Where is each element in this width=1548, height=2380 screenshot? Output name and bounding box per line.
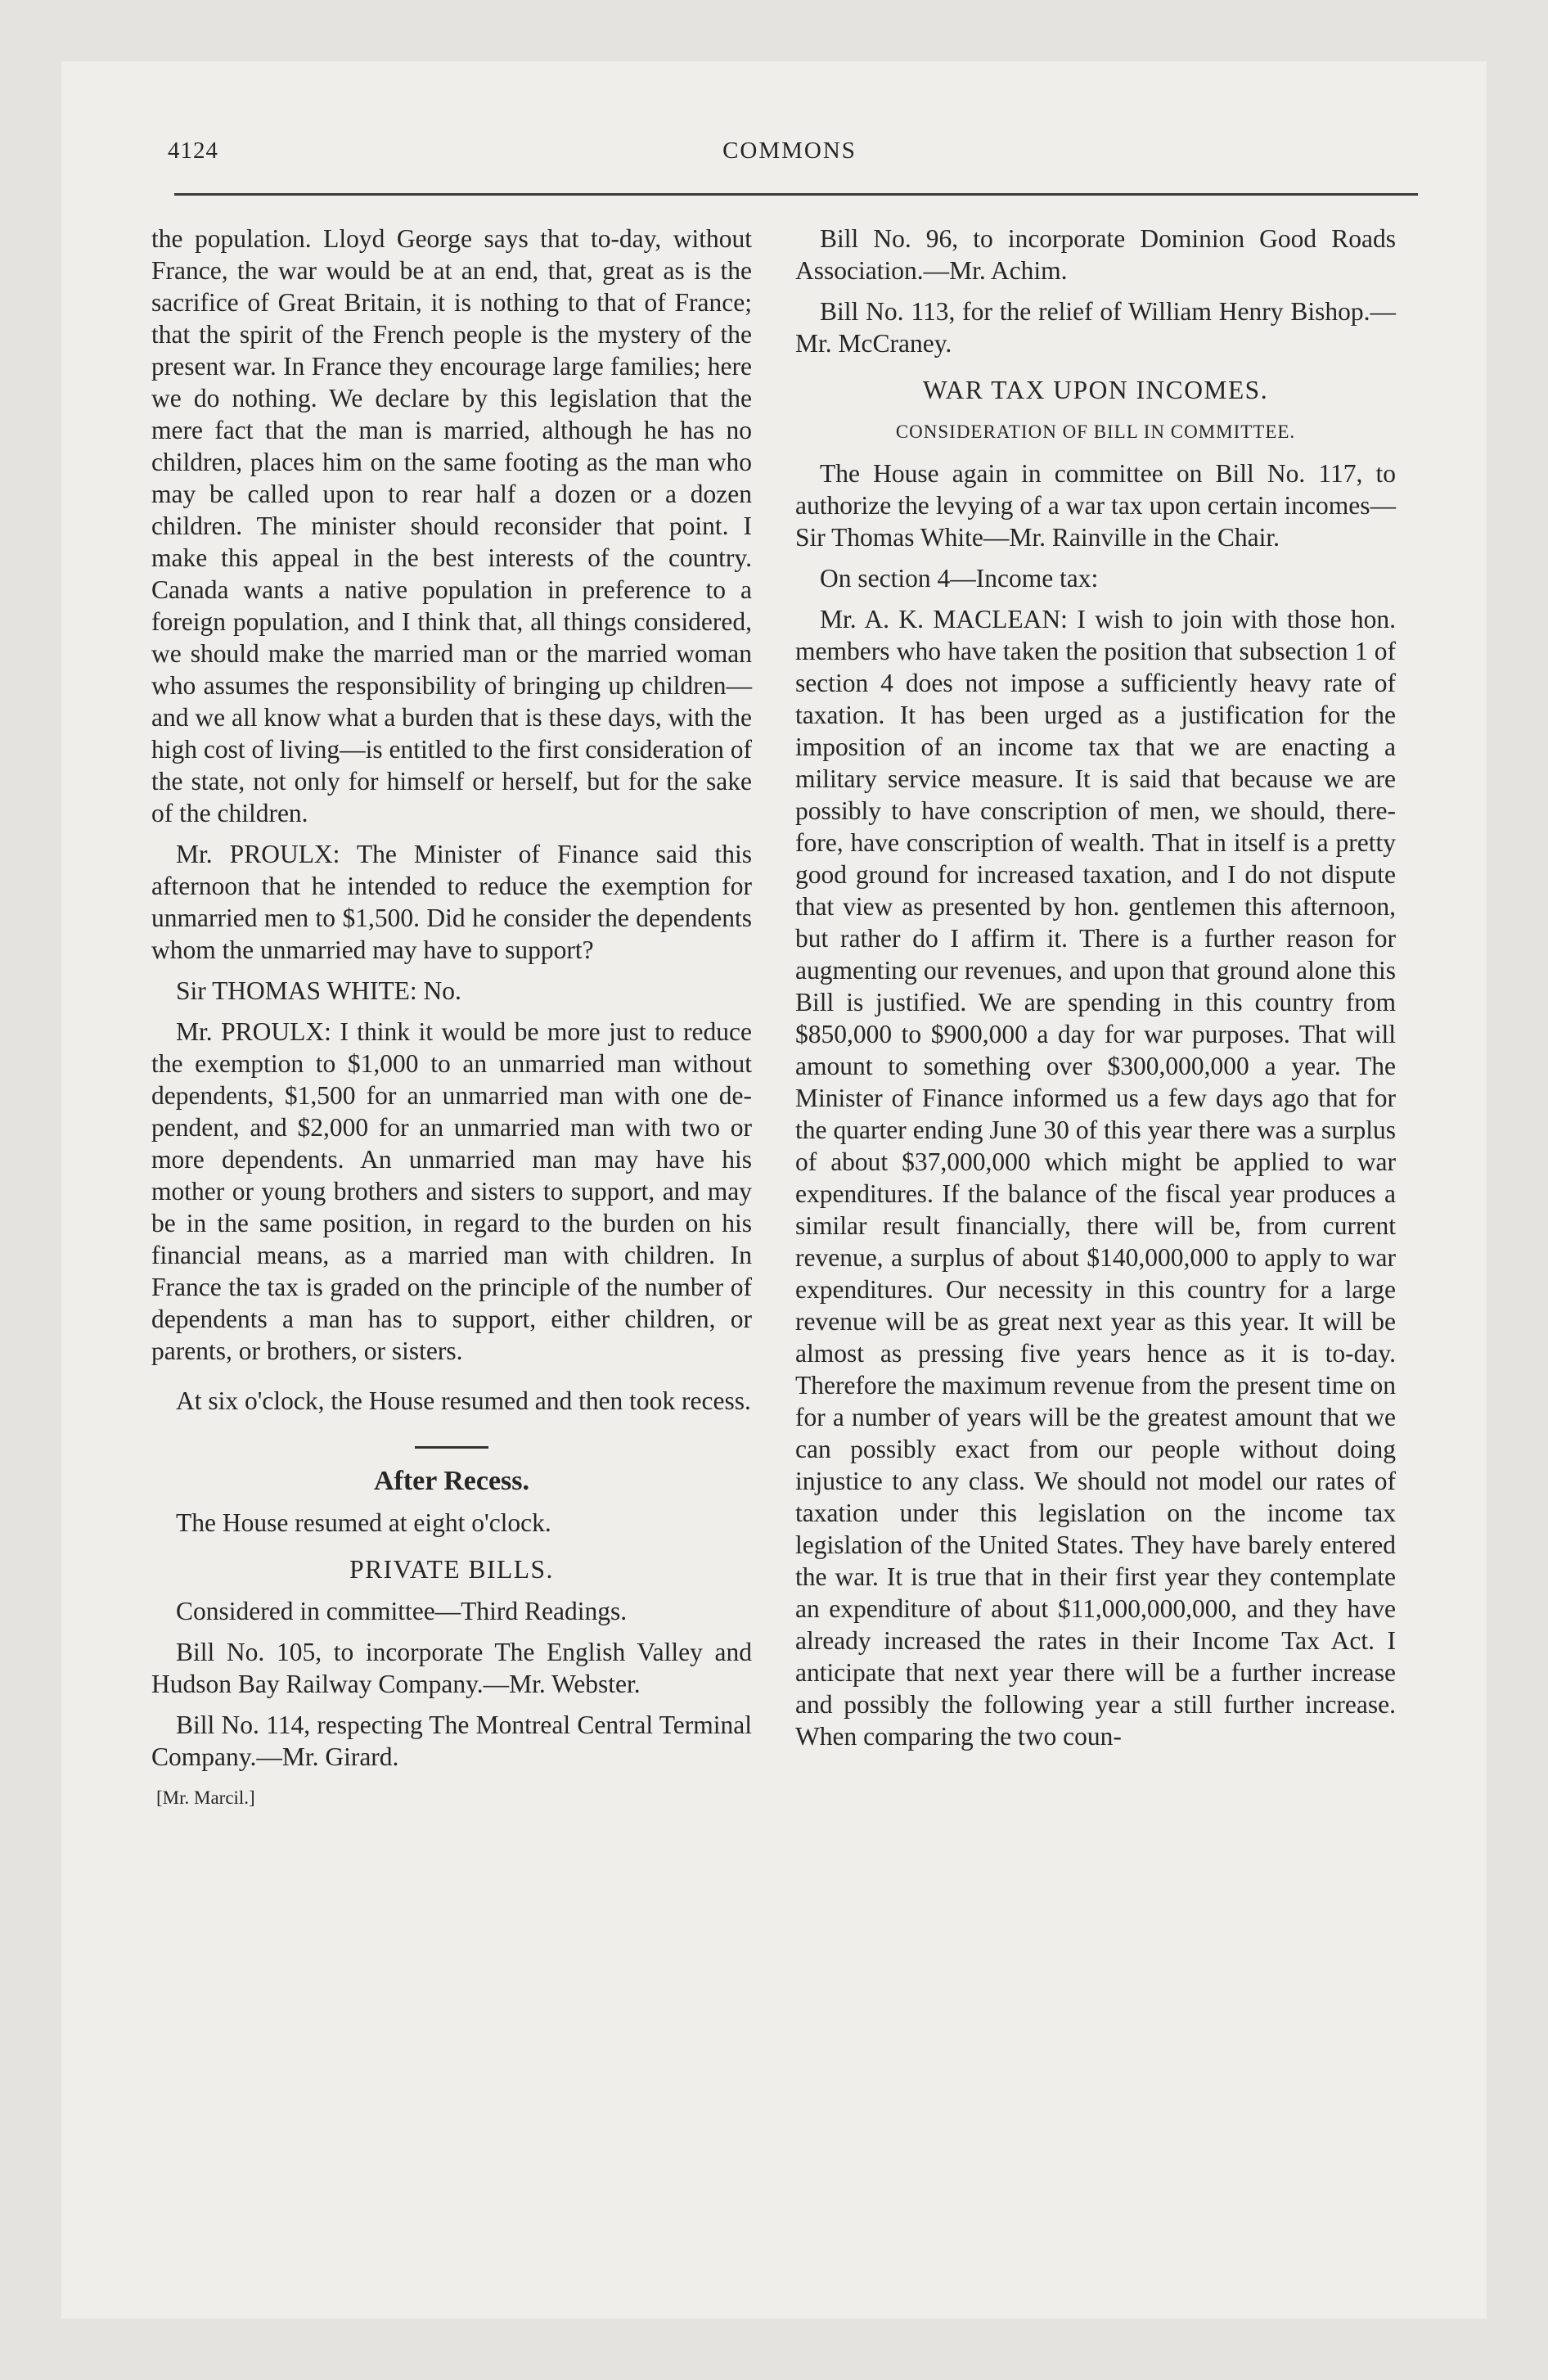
paragraph: Considered in committee—Third Readings.: [176, 1597, 628, 1625]
speaker-footnote: [Mr. Marcil.]: [156, 1787, 255, 1808]
paragraph: Bill No. 96, to incorporate Dominion Good Roads Association.—Mr. Achim.: [795, 224, 1396, 285]
private-bills-heading: PRIVATE BILLS.: [349, 1555, 554, 1584]
paragraph: Mr. A. K. MACLEAN: I wish to join with those hon. members who have taken the position that subsection 1 of section 4 does not impose a sufficiently heavy rate of taxation. It has been urged as a justification for the imposition of an income tax that we are enacting a military service measure. It is said that because we are possibly to have conscription of men, we should, therefore, have conscription of wealth. That in itself is a pretty good ground for increased taxation, and I do not dispute that view as presented by hon. gentlemen this afternoon, but rather do I affirm it. There is a further reason for augmenting our revenues, and upon that ground alone this Bill is justified. We are spending in this country from $850,000 to $900,000 a day for war purposes. That will amount to something over $300,000,000 a year. The Minister of Finance informed us a few days ago that for the quarter ending June 30 of this year there was a surplus of about $37,000,000 which might be applied to war expenditures. If the balance of the fiscal year produces a similar result financially, there will be, from current revenue, a surplus of about $140,000,000 to apply to war expenditures. Our necessity in this country for a large revenue will be as great next year as this year. It will be almost as pressing five years hence as it is to-day. Therefore the maximum revenue from the present time on for a number of years will be the greatest amount that we can possibly exact from our people without doing injustice to any class. We should not model our rates of taxation under this legislation on the income tax legislation of the United States. They have barely entered the war. It is true that in their first year they contemplate an expenditure of about $11,000,000,000, and they have already increased the rates in their Income Tax Act. I anticipate that next year there will be a further increase and possibly the following year a still further increase. When comparing the two coun-: [795, 605, 1396, 1751]
header-rule: [174, 193, 1418, 196]
paragraph: At six o'clock, the House resumed and then took recess.: [176, 1386, 751, 1415]
paragraph: The House resumed at eight o'clock.: [176, 1508, 551, 1537]
paragraph: Bill No. 114, respecting The Montreal Central Terminal Company.—Mr. Girard.: [151, 1711, 752, 1771]
right-column: [795, 223, 1396, 1761]
war-tax-heading: WAR TAX UPON INCOMES.: [922, 376, 1269, 404]
paragraph: Bill No. 113, for the relief of William Henry Bishop.—Mr. McCraney.: [795, 297, 1396, 358]
paragraph: the population. Lloyd George says that to-day, without France, the war would be at an end, that, great as is the sacrifice of Great Britain, it is nothing to that of France; that the spirit of the French people is the mystery of the present war. In France they encourage large families; here we do nothing. We declare by this legislation that the mere fact that the man is married, although he has no children, places him on the same footing as the man who may be called upon to rear half a dozen or a dozen children. The minister should reconsider that point. I make this appeal in the best interests of the country. Canada wants a native population in preference to a foreign population, and I think that, all things considered, we should make the married man or the married woman who assumes the responsibility of bringing up children—and we all know what a burden that is these days, with the high cost of living—is entitled to the first consideration of the state, not only for himself or herself, but for the sake of the children.: [151, 224, 753, 827]
paragraph: Bill No. 105, to incorporate The English Valley and Hudson Bay Railway Company.—Mr. Webster.: [151, 1638, 752, 1698]
paragraph: Mr. PROULX: I think it would be more just to reduce the exemption to $1,000 to an unmarried man without dependents, $1,500 for an unmarried man with one dependent, and $2,000 for an unmarried man with two or more dependents. An unmarried man may have his mother or young brothers and sisters to support, and may be in the same position, in regard to the burden on his financial means, as a married man with children. In France the tax is graded on the principle of the number of dependents a man has to support, either children, or parents, or brothers, or sisters.: [151, 1017, 752, 1365]
consideration-subheading: CONSIDERATION OF BILL IN COMMITTEE.: [895, 421, 1296, 442]
running-header: [168, 137, 1411, 174]
paragraph: The House again in committee on Bill No. 117, to authorize the levying of a war tax upon certain incomes—Sir Thomas White—Mr. Rainville in the Chair.: [795, 459, 1396, 552]
paragraph: Mr. PROULX: The Minister of Finance said this afternoon that he intended to reduce the exemption for unmarried men to $1,500. Did he consider the dependents whom the unmarried may have to support?: [151, 840, 752, 964]
paragraph: On section 4—Income tax:: [820, 564, 1099, 593]
paragraph: Sir THOMAS WHITE: No.: [176, 976, 461, 1005]
running-title: COMMONS: [722, 137, 857, 164]
recess-heading: After Recess.: [373, 1466, 530, 1496]
page-number: 4124: [168, 137, 218, 164]
section-divider: [415, 1446, 488, 1449]
left-column: [151, 223, 752, 1814]
